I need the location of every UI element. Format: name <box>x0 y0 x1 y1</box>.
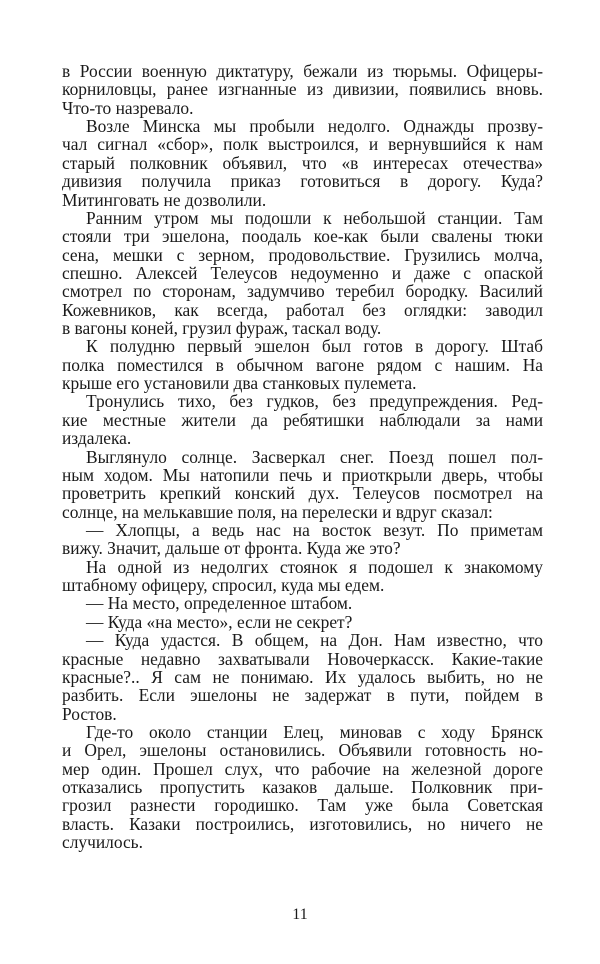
paragraph <box>62 117 543 209</box>
text-line: дивизия получила приказ готовиться в дорогу. Куда? <box>62 171 543 192</box>
text-line: власть. Казаки построились, изготовились, но ничего не <box>62 813 543 834</box>
text-line: ным ходом. Мы натопили печь и приоткрыли дверь, чтобы <box>62 464 543 485</box>
paragraph <box>62 613 543 631</box>
text-line: проветрить крепкий конский дух. Телеусов посмотрел на <box>62 483 543 504</box>
page-number: 11 <box>292 906 308 923</box>
text-line: корниловцы, ранее изгнанные из дивизии, появились вновь. <box>62 79 543 100</box>
text-line: Что-то назревало. <box>62 97 194 118</box>
text-line: — На место, определенное штабом. <box>86 593 353 614</box>
text-line: — Куда «на место», если не секрет? <box>86 611 353 632</box>
text-line: Митинговать не дозволили. <box>62 189 267 210</box>
text-line: крыше его установили два станковых пулемета. <box>62 373 417 394</box>
text-line: Тронулись тихо, без гудков, без предупреждения. Ред- <box>86 391 543 412</box>
text-line: стояли три эшелона, поодаль кое-как были свалены тюки <box>62 226 543 247</box>
paragraph <box>62 337 543 392</box>
paragraph <box>62 209 543 338</box>
text-line: грозил разнести городишко. Там уже была Советская <box>62 795 543 816</box>
text-line: полка поместился в обычном вагоне рядом с нашим. На <box>62 354 543 375</box>
paragraph <box>62 594 543 612</box>
text-line: издалека. <box>62 428 132 449</box>
text-line: К полудню первый эшелон был готов в дорогу. Штаб <box>86 336 543 357</box>
text-line: красные?.. Я сам не понимаю. Их удалось выбить, но не <box>62 666 543 687</box>
text-line: На одной из недолгих стоянок я подошел к знакомому <box>86 556 543 577</box>
paragraph <box>62 448 543 521</box>
text-line: — Куда удастся. В общем, на Дон. Нам известно, что <box>86 630 543 651</box>
text-line: Кожевников, как всегда, работал без оглядки: заводил <box>62 299 543 320</box>
text-line: Ростов. <box>62 703 117 724</box>
text-line: в вагоны коней, грузил фураж, таскал воду. <box>62 318 382 339</box>
text-line: солнце, на мелькавшие поля, на перелески и вдруг сказал: <box>62 501 493 522</box>
text-line: случилось. <box>62 832 143 853</box>
text-line: разбить. Если эшелоны не задержат в пути, пойдем в <box>62 685 543 706</box>
text-line: — Хлопцы, а ведь нас на восток везут. По приметам <box>86 519 543 540</box>
paragraph <box>62 521 543 558</box>
paragraph <box>62 392 543 447</box>
text-line: старый полковник объявил, что «в интересах отечества» <box>62 152 543 173</box>
text-line: и Орел, эшелоны остановились. Объявили готовность но- <box>62 740 543 761</box>
text-line: красные недавно захватывали Новочеркасск. Какие-такие <box>62 648 543 669</box>
text-line: штабному офицеру, спросил, куда мы едем. <box>62 575 385 596</box>
text-line: Ранним утром мы подошли к небольшой станции. Там <box>86 207 543 228</box>
text-line: мер один. Прошел слух, что рабочие на железной дороге <box>62 758 543 779</box>
paragraph <box>62 558 543 595</box>
text-line: кие местные жители да ребятишки наблюдали за нами <box>62 409 543 430</box>
text-line: отказались пропустить казаков дальше. Полковник при- <box>62 777 543 798</box>
paragraph <box>62 723 543 852</box>
body-text <box>62 62 543 851</box>
text-line: Выглянуло солнце. Засверкал снег. Поезд пошел пол- <box>86 446 543 467</box>
paragraph <box>62 631 543 723</box>
text-line: вижу. Значит, дальше от фронта. Куда же это? <box>62 538 401 559</box>
text-line: чал сигнал «сбор», полк выстроился, и вернувшийся к нам <box>62 134 543 155</box>
text-line: в России военную диктатуру, бежали из тюрьмы. Офицеры- <box>62 61 543 81</box>
text-line: Возле Минска мы пробыли недолго. Однажды прозву- <box>86 116 543 137</box>
paragraph <box>62 62 543 117</box>
text-line: спешно. Алексей Телеусов недоуменно и даже с опаской <box>62 262 543 283</box>
text-line: Где-то около станции Елец, миновав с ходу Брянск <box>86 721 543 742</box>
text-line: сена, мешки с зерном, продовольствие. Грузились молча, <box>62 244 543 265</box>
text-line: смотрел по сторонам, задумчиво теребил бородку. Василий <box>62 281 543 302</box>
